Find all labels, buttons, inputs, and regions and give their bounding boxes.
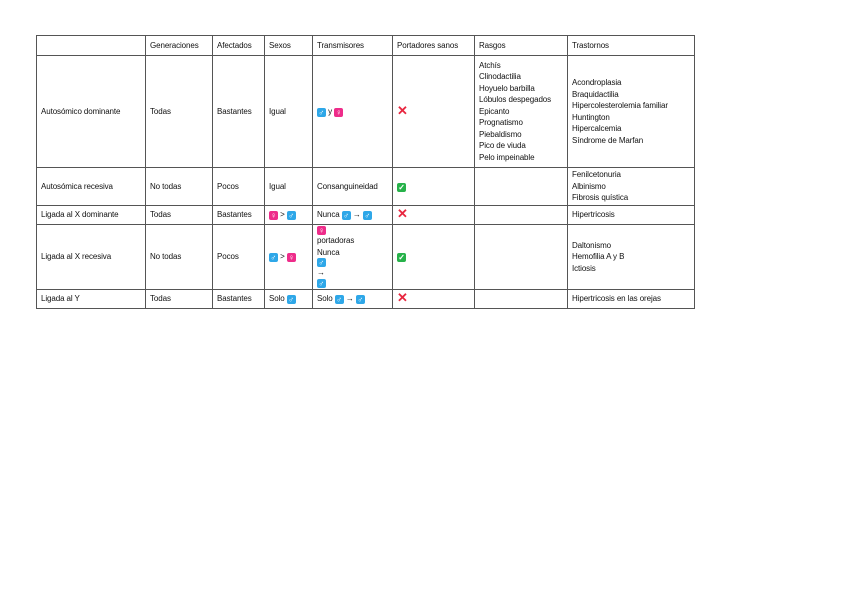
- trastorno-item: Albinismo: [572, 181, 606, 191]
- rasgos-cell: [475, 168, 568, 206]
- transmisores-line2: [317, 247, 388, 288]
- rasgo-item: Piebaldismo: [479, 129, 522, 139]
- rasgo-item: Epicanto: [479, 106, 510, 116]
- portadores-cell: [393, 168, 475, 206]
- sexos-cell: [265, 225, 313, 290]
- row-name: Autosómica recesiva: [37, 168, 146, 206]
- trastorno-item: Huntington: [572, 112, 610, 122]
- trastorno-item: Daltonismo: [572, 240, 612, 250]
- header-portadores: Portadores sanos: [393, 36, 475, 56]
- rasgo-item: Clinodactilia: [479, 72, 521, 82]
- rasgos-cell: [475, 289, 568, 308]
- header-transmisores: Transmisores: [313, 36, 393, 56]
- portadores-cell: [393, 225, 475, 290]
- sexos-cell: Igual: [265, 56, 313, 168]
- sexos-operator: >: [278, 210, 287, 220]
- table-row: [37, 206, 695, 225]
- inheritance-table: [36, 35, 695, 309]
- transmisores-cell: [313, 225, 393, 290]
- rasgo-item: Lóbulos despegados: [479, 95, 552, 105]
- rasgos-cell: [475, 206, 568, 225]
- header-empty: [37, 36, 146, 56]
- transmisores-prefix: Solo: [317, 293, 335, 303]
- trastornos-cell: [568, 56, 695, 168]
- rasgo-item: Pico de viuda: [479, 141, 526, 151]
- female-icon: ♀: [318, 226, 325, 235]
- female-icon: ♀: [270, 211, 277, 221]
- check-icon: ✓: [398, 182, 405, 192]
- afectados-cell: Pocos: [213, 168, 265, 206]
- trastorno-item: Fenilcetonuria: [572, 170, 621, 180]
- header-generaciones: Generaciones: [146, 36, 213, 56]
- trastornos-cell: [568, 225, 695, 290]
- table-row: [37, 168, 695, 206]
- rasgos-cell: [475, 225, 568, 290]
- trastorno-item: Síndrome de Marfan: [572, 135, 644, 145]
- trastornos-cell: [568, 168, 695, 206]
- portadores-cell: [393, 289, 475, 308]
- sexos-cell: Igual: [265, 168, 313, 206]
- trastorno-item: Fibrosis quística: [572, 193, 629, 203]
- table-row: [37, 289, 695, 308]
- male-icon: ♂: [318, 278, 325, 288]
- male-icon: ♂: [336, 294, 343, 304]
- cross-icon: ✕: [397, 206, 408, 222]
- header-rasgos: Rasgos: [475, 36, 568, 56]
- rasgo-item: Prognatismo: [479, 118, 523, 128]
- generaciones-cell: Todas: [146, 206, 213, 225]
- trastorno-item: Hipercalcemia: [572, 124, 622, 133]
- transmisores-portadoras: portadoras: [317, 236, 355, 245]
- afectados-cell: Pocos: [213, 225, 265, 290]
- trastorno-item: Acondroplasia: [572, 78, 622, 87]
- portadores-cell: [393, 56, 475, 168]
- afectados-cell: Bastantes: [213, 289, 265, 308]
- transmisores-connector: y: [326, 106, 335, 116]
- male-icon: ♂: [357, 294, 364, 304]
- male-icon: ♂: [343, 211, 350, 221]
- row-name: Ligada al X recesiva: [37, 225, 146, 290]
- cross-icon: ✕: [397, 102, 408, 118]
- rasgo-item: Pelo impeinable: [479, 152, 535, 162]
- rasgos-cell: [475, 56, 568, 168]
- transmisores-line1: [317, 226, 388, 247]
- table-row: [37, 56, 695, 168]
- transmisores-prefix: Nunca: [317, 247, 340, 257]
- afectados-cell: Bastantes: [213, 206, 265, 225]
- arrow-icon: →: [343, 293, 356, 303]
- sexos-prefix: Solo: [269, 293, 287, 303]
- trastornos-cell: Hipertricosis: [568, 206, 695, 225]
- header-afectados: Afectados: [213, 36, 265, 56]
- row-name: Ligada al X dominante: [37, 206, 146, 225]
- generaciones-cell: No todas: [146, 168, 213, 206]
- afectados-cell: Bastantes: [213, 56, 265, 168]
- arrow-icon: →: [350, 210, 363, 220]
- male-icon: ♂: [288, 211, 295, 221]
- rasgo-item: Atchís: [479, 60, 501, 70]
- transmisores-prefix: Nunca: [317, 210, 342, 220]
- header-trastornos: Trastornos: [568, 36, 695, 56]
- portadores-cell: [393, 206, 475, 225]
- row-name: Ligada al Y: [37, 289, 146, 308]
- trastorno-item: Braquidactilia: [572, 89, 619, 99]
- table-row: [37, 225, 695, 290]
- sexos-cell: [265, 206, 313, 225]
- transmisores-cell: Consanguineidad: [313, 168, 393, 206]
- female-icon: ♀: [288, 253, 295, 262]
- male-icon: ♂: [270, 253, 277, 262]
- cross-icon: ✕: [397, 289, 408, 305]
- trastorno-item: Ictiosis: [572, 263, 596, 273]
- row-name: Autosómico dominante: [37, 56, 146, 168]
- arrow-icon: →: [317, 268, 325, 277]
- transmisores-cell: [313, 56, 393, 168]
- transmisores-cell: [313, 206, 393, 225]
- sexos-operator: >: [278, 252, 287, 261]
- male-icon: ♂: [318, 107, 325, 117]
- trastorno-item: Hipercolesterolemia familiar: [572, 101, 668, 110]
- sexos-cell: [265, 289, 313, 308]
- trastornos-cell: Hipertricosis en las orejas: [568, 289, 695, 308]
- trastorno-item: Hemofilia A y B: [572, 252, 625, 261]
- female-icon: ♀: [335, 107, 342, 117]
- header-sexos: Sexos: [265, 36, 313, 56]
- generaciones-cell: Todas: [146, 289, 213, 308]
- generaciones-cell: Todas: [146, 56, 213, 168]
- transmisores-cell: [313, 289, 393, 308]
- male-icon: ♂: [288, 294, 295, 304]
- check-icon: ✓: [398, 253, 405, 262]
- generaciones-cell: No todas: [146, 225, 213, 290]
- rasgo-item: Hoyuelo barbilla: [479, 83, 535, 93]
- header-row: [37, 36, 695, 56]
- male-icon: ♂: [318, 258, 325, 267]
- male-icon: ♂: [364, 211, 371, 221]
